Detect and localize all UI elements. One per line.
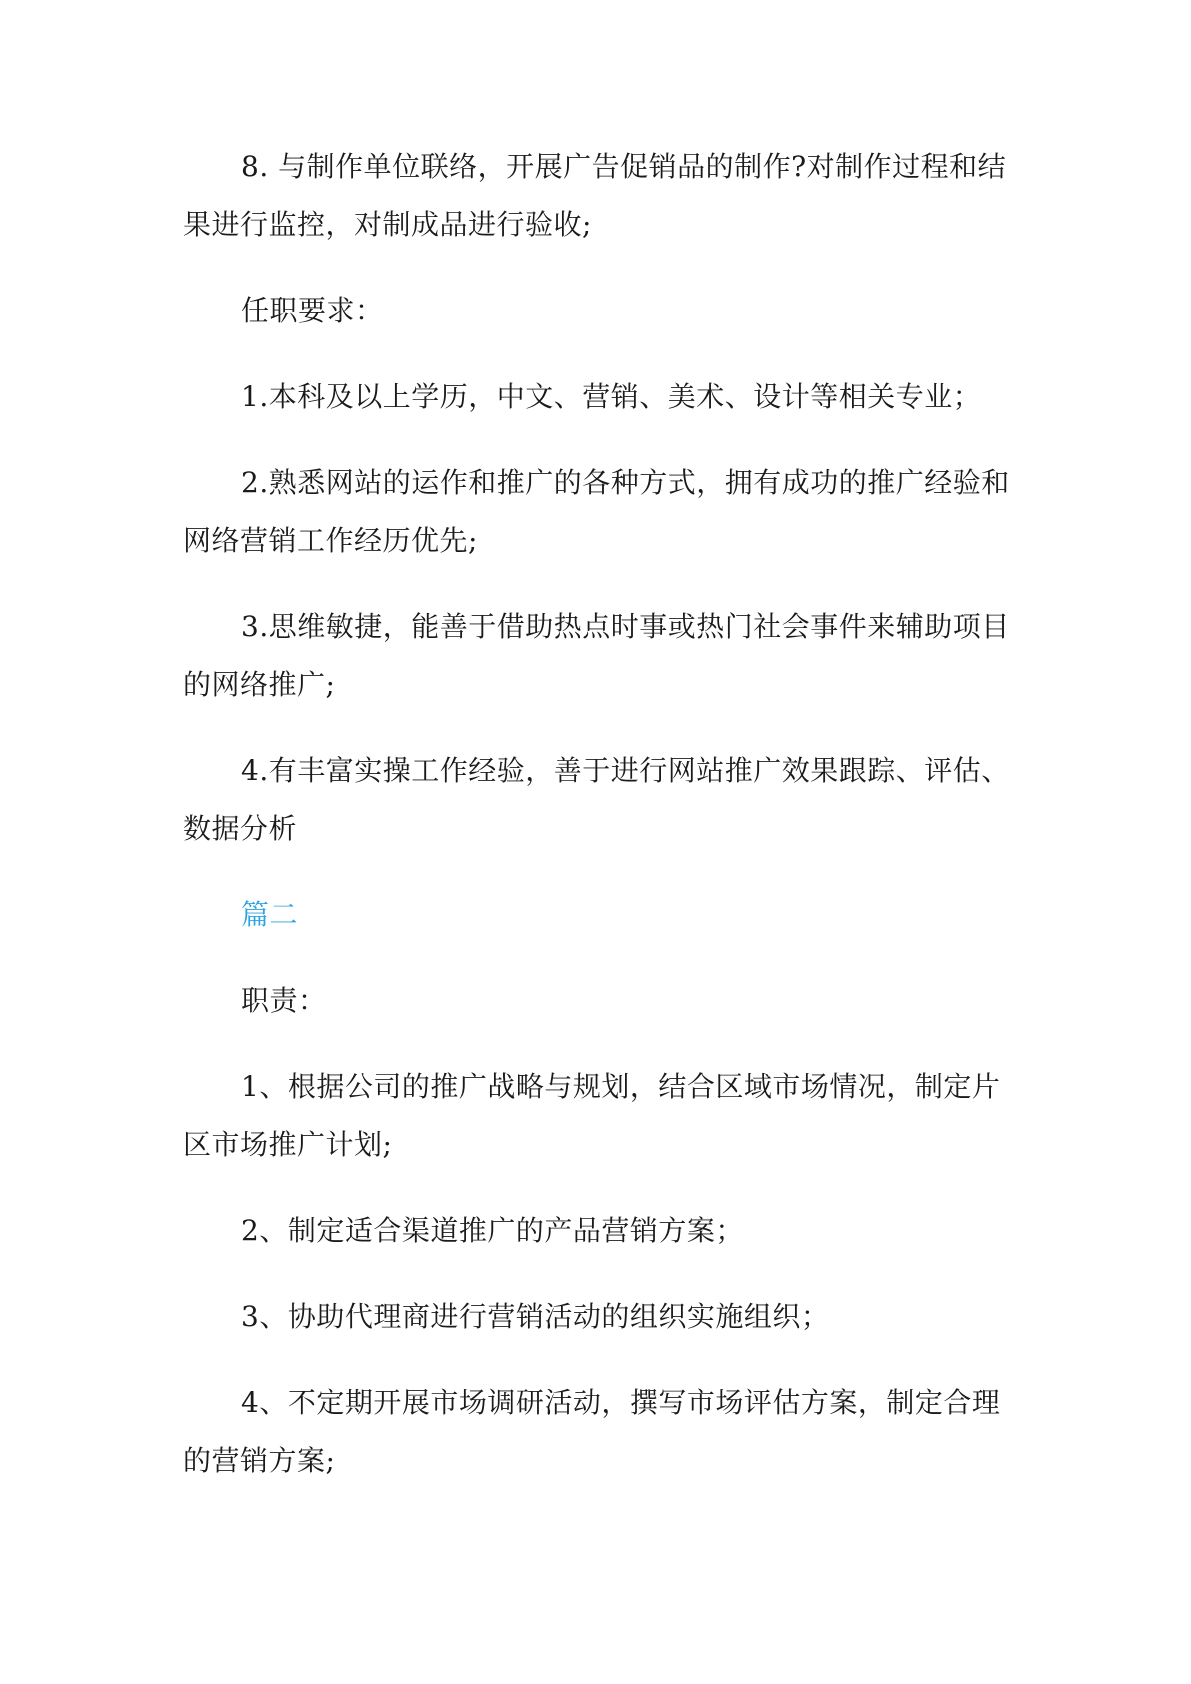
duty-item-1: 1、根据公司的推广战略与规划，结合区域市场情况，制定片区市场推广计划; xyxy=(183,1070,1001,1161)
document-body xyxy=(183,138,1018,1518)
duty-item-4: 4、不定期开展市场调研活动，撰写市场评估方案，制定合理的营销方案; xyxy=(183,1386,1001,1477)
section-heading-part-two[interactable]: 篇二 xyxy=(241,898,299,931)
duty-item-3: 3、协助代理商进行营销活动的组织实施组织； xyxy=(241,1300,830,1333)
requirement-item-3: 3.思维敏捷，能善于借助热点时事或热门社会事件来辅助项目的网络推广; xyxy=(183,610,1010,701)
requirement-item-2: 2.熟悉网站的运作和推广的各种方式，拥有成功的推广经验和网络营销工作经历优先; xyxy=(183,466,1010,557)
section-label-duties: 职责： xyxy=(241,984,327,1017)
requirement-item-4: 4.有丰富实操工作经验，善于进行网站推广效果跟踪、评估、数据分析 xyxy=(183,754,1010,845)
duty-item-2: 2、制定适合渠道推广的产品营销方案； xyxy=(241,1214,744,1247)
section-label-requirements: 任职要求： xyxy=(241,294,384,327)
paragraph-item-8: 8. 与制作单位联络，开展广告促销品的制作?对制作过程和结果进行监控，对制成品进行验收; xyxy=(183,150,1007,241)
requirement-item-1: 1.本科及以上学历，中文、营销、美术、设计等相关专业； xyxy=(241,380,982,413)
